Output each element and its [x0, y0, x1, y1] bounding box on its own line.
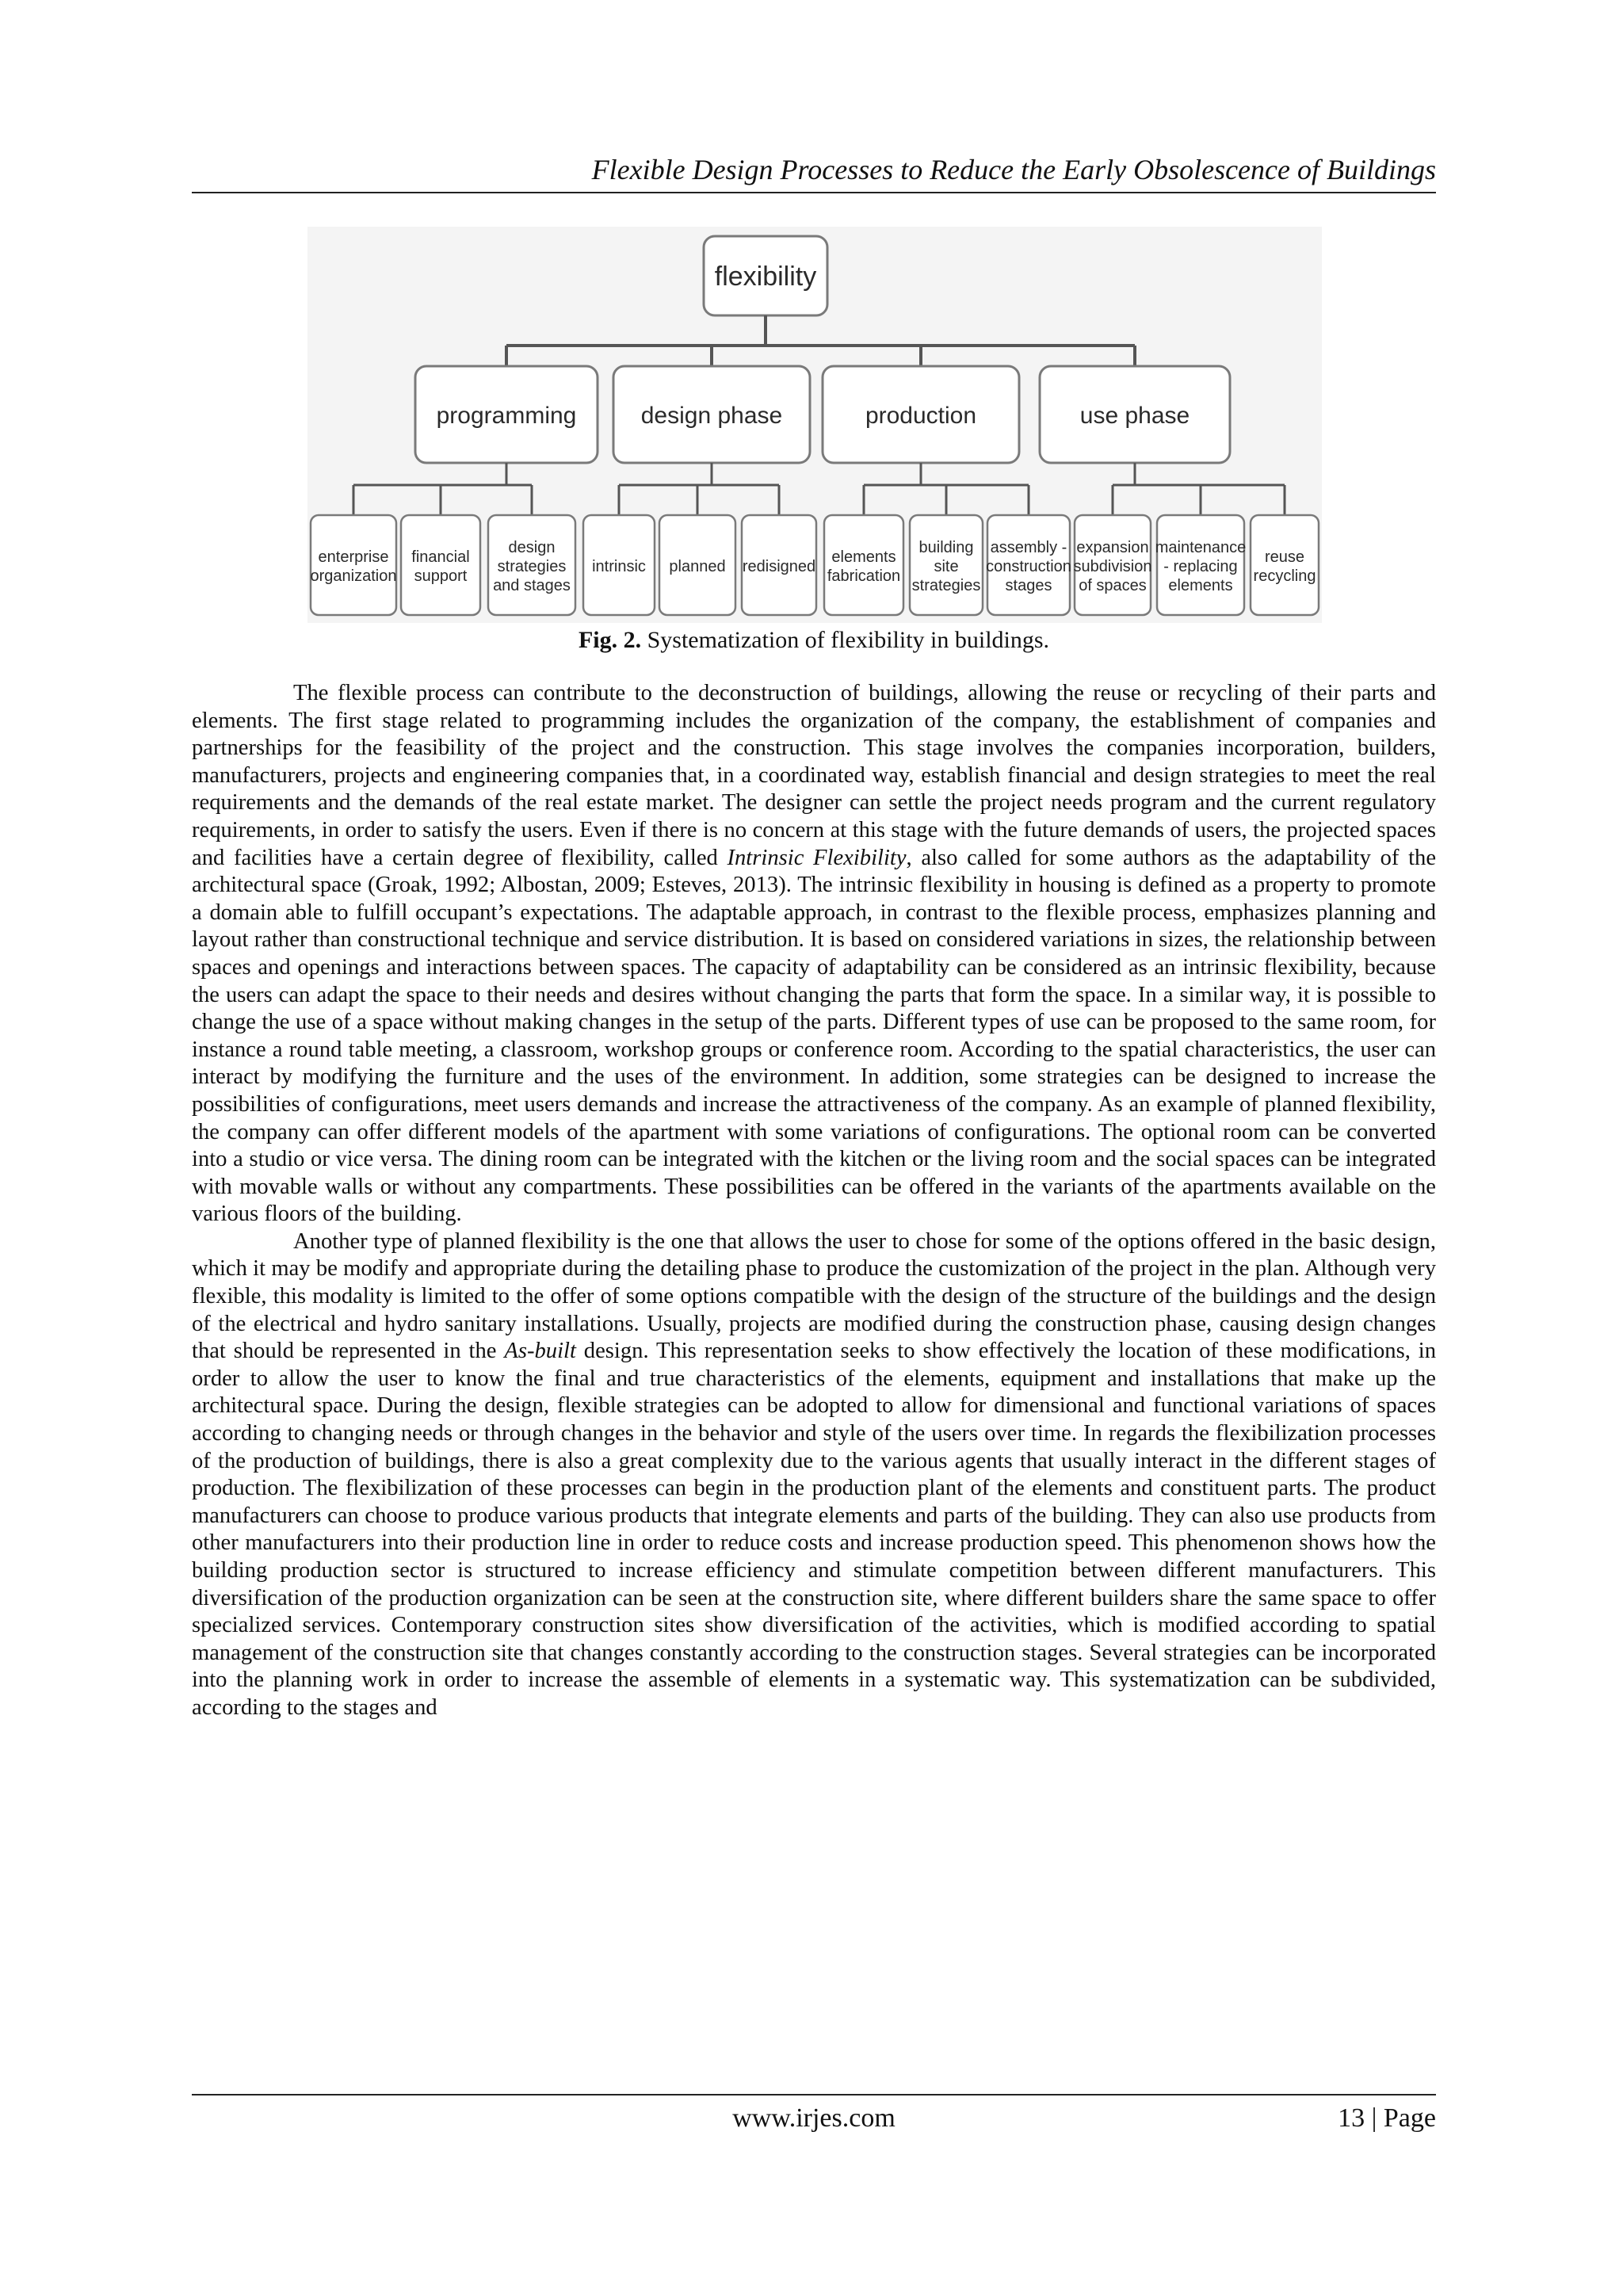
- category-label-production: production: [865, 403, 977, 429]
- paragraph-2-text-a: Another type of planned flexibility is the one that allows the user to chose for some of the options offered in the basic design, which it may be modify and appropriate during the detailing phase to produce the customization of the project in the plan. Although very flexible, this modality is limited to the offer of some options compatible with the design of the structure of the buildings and the design of the electrical and hydro sanitary installations. Usually, projects are modified during the construction phase, causing design changes that should be represented in the: [192, 1228, 1436, 1364]
- child-label-maintenance-replacing-elements-line-1: maintenance: [1155, 539, 1247, 556]
- child-label-assembly-construction-stages-line-2: construction: [986, 558, 1071, 575]
- paragraph-2-term-as-built: As-built: [504, 1339, 576, 1364]
- child-label-design-strategies-and-stages-line-3: and stages: [493, 577, 571, 594]
- paragraph-2: [192, 1228, 1436, 1722]
- child-label-design-strategies-and-stages-line-2: strategies: [497, 558, 567, 575]
- child-label-enterprise-organization-line-1: enterprise: [318, 548, 389, 566]
- child-label-financial-support-line-1: financial: [411, 548, 470, 566]
- child-label-maintenance-replacing-elements-line-2: - replacing: [1163, 558, 1238, 575]
- page-footer: [192, 2100, 1436, 2140]
- footer-page-number: 13 | Page: [1338, 2103, 1436, 2133]
- child-label-maintenance-replacing-elements-line-3: elements: [1168, 577, 1233, 594]
- figure-caption: [192, 625, 1436, 656]
- paragraph-1-term-intrinsic-flexibility: Intrinsic Flexibility: [727, 845, 907, 870]
- figure-caption-text: Systematization of flexibility in buildings.: [641, 627, 1050, 653]
- child-label-planned-line-1: planned: [669, 558, 726, 575]
- child-label-building-site-strategies-line-3: strategies: [911, 577, 981, 594]
- child-label-redisigned-line-1: redisigned: [742, 558, 816, 575]
- paragraph-2-text-b: design. This representation seeks to show effectively the location of these modifications, in order to allow the user to know the final and true characteristics of the elements, equipment and installations that make up the architectural space. During the design, flexible strategies can be adopted to allow for dimensional and functional variations of spaces according to changing needs or through changes in the behavior and style of the users over time. In regards the flexibilization processes of the production of buildings, there is also a great complexity due to the various agents that usually interact in the different stages of production. The flexibilization of these processes can begin in the production plant of the elements and constituent parts. The product manufacturers can choose to produce various products that integrate elements and parts of the building. They can also use products from other manufacturers into their production line in order to reduce costs and increase production speed. This phenomenon shows how the building production sector is structured to increase efficiency and stimulate competition between different manufacturers. This diversification of the production organization can be seen at the construction site, where different builders share the same space to offer specialized services. Contemporary construction sites show diversification of the activities, which is modified according to spatial management of the construction site that changes constantly according to the construction stages. Several strategies can be incorporated into the planning work in order to increase the assemble of elements in a systematic way. This systematization can be subdivided, according to the stages and: [192, 1339, 1436, 1720]
- child-label-design-strategies-and-stages-line-1: design: [508, 539, 556, 556]
- figure-caption-label: Fig. 2.: [578, 627, 642, 653]
- child-label-assembly-construction-stages-line-1: assembly -: [990, 539, 1067, 556]
- child-label-intrinsic-line-1: intrinsic: [592, 558, 646, 575]
- paragraph-1-text-a: The flexible process can contribute to the deconstruction of buildings, allowing the reuse or recycling of their parts and elements. The first stage related to programming includes the organization of the company, the establishment of companies and partnerships for the feasibility of the project and the construction. This stage involves the companies incorporation, builders, manufacturers, projects and engineering companies that, in a coordinated way, establish financial and design strategies to meet the real requirements and the demands of the real estate market. The designer can settle the project needs program and the current regulatory requirements, in order to satisfy the users. Even if there is no concern at this stage with the future demands of users, the projected spaces and facilities have a certain degree of flexibility, called: [192, 681, 1436, 870]
- running-header-title: Flexible Design Processes to Reduce the Early Obsolescence of Buildings: [591, 154, 1436, 185]
- child-label-reuse-recycling-line-1: reuse: [1264, 548, 1305, 566]
- child-label-expansion-subdivision-of-spaces-line-3: of spaces: [1079, 577, 1147, 594]
- root-node-label: flexibility: [714, 262, 817, 292]
- header-rule: [192, 192, 1436, 193]
- child-label-financial-support-line-2: support: [414, 567, 468, 585]
- footer-website: www.irjes.com: [732, 2103, 896, 2133]
- child-label-expansion-subdivision-of-spaces-line-2: subdivision: [1073, 558, 1152, 575]
- child-label-building-site-strategies-line-1: building: [918, 539, 974, 556]
- category-label-programming: programming: [436, 403, 577, 429]
- paragraph-1: [192, 680, 1436, 1228]
- category-label-use-phase: use phase: [1079, 403, 1190, 429]
- child-label-elements-fabrication-line-1: elements: [831, 548, 896, 566]
- flexibility-diagram: [307, 227, 1322, 623]
- category-label-design-phase: design phase: [640, 403, 783, 429]
- child-label-elements-fabrication-line-2: fabrication: [827, 567, 901, 585]
- child-label-building-site-strategies-line-2: site: [934, 558, 959, 575]
- child-label-expansion-subdivision-of-spaces-line-1: expansion: [1076, 539, 1149, 556]
- child-label-reuse-recycling-line-2: recycling: [1253, 567, 1316, 585]
- paragraph-1-text-b: , also called for some authors as the adaptability of the architectural space (Groak, 1992; Albostan, 2009; Esteves, 2013). The intrinsic flexibility in housing is defined as a property to promote a domain able to fulfill occupant’s expectations. The adaptable approach, in contrast to the flexible process, emphasizes planning and layout rather than constructional technique and service distribution. It is based on considered variations in sizes, the relationship between spaces and openings and interactions between spaces. The capacity of adaptability can be considered as an intrinsic flexibility, because the users can adapt the space to their needs and desires without changing the parts that form the space. In a similar way, it is possible to change the use of a space without making changes in the setup of the parts. Different types of use can be proposed to the same room, for instance a round table meeting, a classroom, workshop groups or conference room. According to the spatial characteristics, the user can interact by modifying the furniture and the uses of the environment. In addition, some strategies can be designed to increase the possibilities of configurations, meet users demands and increase the attractiveness of the company. As an example of planned flexibility, the company can offer different models of the apartment with some variations of configurations. The optional room can be converted into a studio or vice versa. The dining room can be integrated with the kitchen or the living room and the social spaces can be integrated with movable walls or without any compartments. These possibilities can be offered in the variants of the apartments available on the various floors of the building.: [192, 845, 1437, 1227]
- flexibility-tree-svg: [307, 227, 1322, 623]
- body-text: [192, 680, 1436, 1722]
- child-label-assembly-construction-stages-line-3: stages: [1005, 577, 1052, 594]
- footer-rule: [192, 2094, 1436, 2095]
- child-label-enterprise-organization-line-2: organization: [310, 567, 397, 585]
